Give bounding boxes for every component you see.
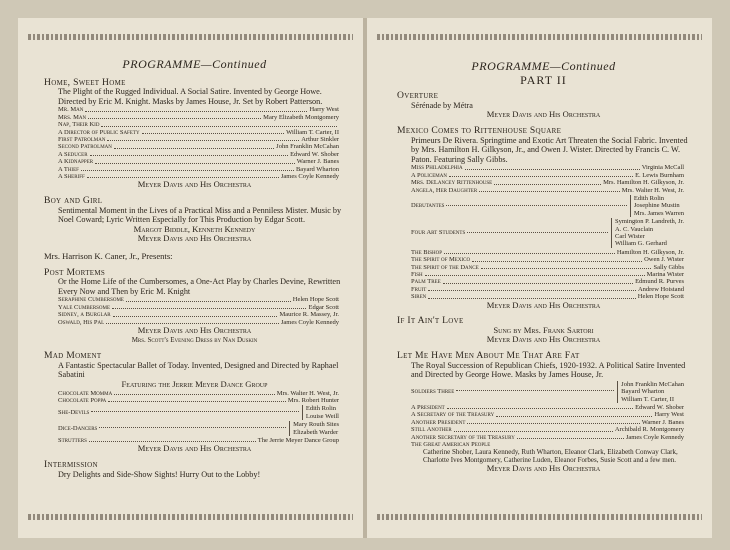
cast-group — [58, 421, 339, 436]
section-description: Primeurs De Rivera. Springtime and Exotic Art Threaten the Social Fabric. Invented by Mrs. Hamilton H. Gilkyson, Jr., and Owen J. Wister. Directed by Francis C. W. Paton. Featuring Sally Gibbs. — [411, 135, 688, 164]
cast-actor: Warner J. Banes — [296, 158, 339, 166]
cast-actor: William G. Gerhard — [615, 240, 667, 248]
cast-actors — [289, 421, 339, 436]
cast-role: Mrs. Man — [58, 113, 87, 121]
cast-row — [58, 136, 339, 143]
cast-actor: Harry West — [309, 106, 339, 114]
section-heading: Intermission — [44, 459, 98, 470]
credit-line: Meyer Davis and His Orchestra — [137, 179, 252, 190]
leader-dots — [112, 308, 306, 309]
cast-role: Four Art Students — [411, 229, 466, 237]
cast-role: Dice-Dancers — [58, 424, 98, 432]
cast-row — [411, 172, 684, 179]
section-description: The Plight of the Rugged Individual. A Social Satire. Invented by George Howe. Directed by Eric M. Knight. Masks by James House, Jr. Set by Robert Patterson. — [58, 87, 323, 106]
cast-actor: E. Lewis Burnham — [635, 171, 684, 179]
leader-dots — [87, 177, 279, 178]
cast-actor: Bayard Wharton — [295, 165, 339, 173]
cast-role: Another Secretary of the Treasury — [411, 433, 515, 441]
cast-role: A Thief — [58, 165, 79, 173]
cast-row — [411, 278, 684, 285]
cast-actor: Helen Hope Scott — [292, 296, 339, 304]
leader-dots — [90, 155, 288, 156]
leader-dots — [106, 323, 279, 324]
cast-row — [58, 121, 339, 128]
cast-row — [58, 166, 339, 173]
cast-row — [411, 264, 684, 271]
leader-dots — [91, 411, 299, 412]
featuring-line: Featuring the Jerrie Meyer Dance Group — [121, 378, 268, 389]
cast-row — [411, 256, 684, 263]
cast-actor: The Jerrie Meyer Dance Group — [257, 437, 339, 444]
section-description: The Royal Succession of Republican Chiefs, 1920-1932. A Political Satire Invented and Directed by George Howe. Masks by James House, Jr. — [411, 360, 686, 380]
cast-group — [411, 218, 684, 248]
sung-by-line: Sung by Mrs. Frank Sartori — [493, 324, 594, 335]
cast-role: Chocolate Poppa — [58, 396, 107, 404]
cast-actor: Edith Rolin — [633, 194, 665, 202]
presents-line: Mrs. Harrison K. Caner, Jr., Presents: — [44, 251, 173, 261]
cast-role: Fish — [411, 271, 423, 279]
cast-list — [44, 390, 345, 405]
cast-row — [411, 271, 684, 278]
leader-dots — [444, 253, 615, 254]
cast-actor: Mary Routh Sites — [293, 421, 339, 429]
section-heading: Mexico Comes to Rittenhouse Square — [397, 124, 562, 136]
cast-actor: Mrs. Hamilton H. Gilkyson, Jr. — [603, 179, 684, 187]
right-page-content — [397, 59, 690, 474]
cast-group — [411, 381, 684, 403]
left-page-content — [44, 57, 345, 479]
cast-actor: Edmund R. Purves — [635, 278, 684, 286]
cast-actor: Bayard Wharton — [621, 388, 665, 396]
section-description: Or the Home Life of the Cumbersomes, a One-Act Play by Charles Devine, Rewritten Every Now and Then by Eric M. Knight — [58, 277, 341, 296]
section-heading: Home, Sweet Home — [44, 76, 126, 88]
cast-role: Mrs. DeLancey Rittenhouse — [411, 179, 493, 187]
cast-role: She-Devils — [58, 409, 90, 417]
decorative-border-bottom — [28, 514, 353, 520]
leader-dots — [126, 301, 291, 302]
cast-row — [58, 143, 339, 150]
cast-role: A Director of Public Safety — [58, 128, 140, 136]
cast-role: Yale Cumbersome — [58, 303, 111, 311]
cast-row — [58, 114, 339, 121]
cast-actor: Sally Gibbs — [653, 263, 684, 271]
cast-actors — [630, 195, 684, 217]
leader-dots — [428, 298, 636, 299]
leader-dots — [142, 133, 285, 134]
section-description: Dry Delights and Side-Show Sights! Hurry Out to the Lobby! — [58, 469, 261, 479]
cast-actor: Archibald R. Montgomery — [614, 426, 684, 434]
cast-row — [411, 187, 684, 194]
section-description: Sentimental Moment in the Lives of a Practical Miss and a Penniless Mister. Music by Noel Coward; Lyric Written Especially for This Production by Edgar Scott. — [58, 205, 342, 225]
leader-dots — [494, 184, 601, 185]
cast-row — [411, 411, 684, 418]
section-heading: Let Me Have Men About Me That Are Fat — [397, 350, 580, 362]
cast-actor: James Coyle Kennedy — [280, 173, 339, 181]
cast-actor: William T. Carter, II — [286, 128, 339, 136]
leader-dots — [114, 394, 274, 395]
leader-dots — [443, 283, 633, 284]
cast-role: Strutters — [58, 437, 87, 444]
cast-row — [58, 129, 339, 136]
cast-actor: Edward W. Shober — [290, 150, 339, 158]
cast-role: Debutantes — [411, 202, 445, 210]
section-heading: Overture — [397, 90, 439, 102]
cast-row — [58, 311, 339, 318]
cast-role: A Policeman — [411, 171, 447, 179]
cast-row — [411, 286, 684, 293]
cast-role: Fruit — [411, 285, 427, 293]
cast-role: A Kidnapper — [58, 158, 94, 166]
cast-role: Seraphine Cumbersome — [58, 296, 124, 304]
cast-list — [44, 106, 345, 180]
cast-actor: Elizabeth Warder — [293, 428, 339, 436]
cast-role: Another President — [411, 418, 466, 426]
credit-line: Meyer Davis and His Orchestra — [137, 443, 252, 454]
cast-actor: Mrs. Walter H. West, Jr. — [276, 389, 339, 397]
cast-group-list — [397, 195, 690, 248]
cast-actor: Louise Weill — [305, 412, 339, 420]
leader-dots — [113, 316, 278, 317]
cast-role: Angela, Her Daughter — [411, 186, 478, 194]
leader-dots — [446, 205, 626, 206]
leader-dots — [101, 126, 337, 127]
programme-spread — [18, 18, 712, 538]
leader-dots — [447, 408, 633, 409]
leader-dots — [517, 438, 624, 439]
cast-role: Sidney, a Burglar — [58, 311, 111, 319]
cast-actor: Mrs. Walter H. West, Jr. — [621, 186, 684, 194]
section-description: A Fantastic Spectacular Ballet of Today. Invented, Designed and Directed by Raphael Sabatini — [58, 360, 339, 380]
cast-row — [58, 151, 339, 158]
cast-actor: A. C. Vauclain — [615, 225, 654, 233]
cast-role: Second Patrolman — [58, 143, 112, 151]
cast-role: Oswald, His Pal — [58, 318, 105, 326]
cast-role: Miss Philadelphia — [411, 164, 463, 172]
cast-actors — [617, 381, 684, 403]
cast-actors — [302, 405, 339, 420]
credit-line: Meyer Davis and His Orchestra — [137, 233, 252, 244]
leader-dots — [449, 176, 633, 177]
leader-dots — [88, 118, 261, 119]
cast-list — [44, 296, 345, 326]
cast-group-list — [44, 405, 345, 436]
cast-role: A Seducer — [58, 150, 88, 158]
cast-row — [411, 434, 684, 441]
cast-actor: Symington P. Landreth, Jr. — [615, 218, 684, 226]
leader-dots — [467, 232, 608, 233]
cast-role: A Secretary of the Treasury — [411, 411, 495, 419]
credit-line: Meyer Davis and His Orchestra — [486, 463, 601, 474]
cast-actor: Josephine Mustin — [633, 202, 680, 210]
cast-row — [411, 404, 684, 411]
cast-role: Mr. Man — [58, 106, 84, 114]
cast-actor: Marina Wister — [646, 271, 684, 279]
leader-dots — [89, 441, 256, 442]
cast-actor: Helen Hope Scott — [637, 293, 684, 301]
cast-row — [411, 164, 684, 171]
leader-dots — [114, 148, 274, 149]
section-heading: Mad Moment — [44, 350, 102, 362]
cast-actor: Edgar Scott — [308, 303, 339, 311]
cast-row — [411, 419, 684, 426]
cast-actor: John Franklin McCahan — [276, 143, 339, 151]
cast-group-list — [397, 381, 690, 403]
credit-line: Meyer Davis and His Orchestra — [137, 325, 252, 335]
cast-actor: James Coyle Kennedy — [280, 318, 339, 326]
cast-actor: Carl Wister — [615, 233, 645, 240]
cast-actor: Andrew Hoistand — [637, 285, 684, 293]
people-heading: The Great American People — [411, 441, 491, 449]
cast-row — [58, 106, 339, 113]
leader-dots — [465, 169, 640, 170]
cast-actor: Virginia McCall — [641, 164, 684, 172]
cast-actor: John Franklin McCahan — [621, 380, 684, 388]
cast-group — [411, 195, 684, 217]
cast-role: Palm Tree — [411, 278, 441, 286]
right-page — [367, 18, 712, 538]
cast-list — [397, 249, 690, 301]
cast-actor: Edward W. Shober — [635, 404, 684, 412]
leader-dots — [425, 275, 645, 276]
left-page — [18, 18, 363, 538]
cast-actors — [611, 218, 684, 248]
cast-actor: William T. Carter, II — [621, 395, 675, 403]
part-heading: PART II — [520, 72, 567, 87]
leader-dots — [95, 163, 295, 164]
cast-role: The Bishop — [411, 248, 443, 256]
cast-role: First Patrolman — [58, 136, 106, 143]
decorative-border-top — [28, 34, 353, 40]
cast-actor: Maurice R. Massey, Jr. — [279, 311, 339, 319]
cast-role: The Spirit of the Dance — [411, 263, 479, 271]
leader-dots — [472, 261, 642, 262]
leader-dots — [456, 390, 614, 391]
cast-list — [397, 164, 690, 194]
cast-role: Siren — [411, 293, 427, 301]
credit-line: Meyer Davis and His Orchestra — [486, 334, 601, 345]
cast-actor: Arthur Sinkler — [301, 136, 339, 143]
cast-row — [58, 304, 339, 311]
cast-row — [411, 426, 684, 433]
cast-role: Nap, Their Kid — [58, 121, 100, 129]
leader-dots — [496, 416, 652, 417]
cast-role: Still Another — [411, 426, 452, 434]
cast-row — [411, 249, 684, 256]
credit-line: Meyer Davis and His Orchestra — [486, 299, 601, 310]
cast-role: Chocolate Momma — [58, 389, 113, 397]
cast-actor: James Coyle Kennedy — [625, 433, 684, 441]
cast-actor: Edith Rolin — [305, 405, 337, 413]
leader-dots — [481, 268, 652, 269]
leader-dots — [467, 423, 639, 424]
cast-list — [397, 404, 690, 441]
cast-role: The Spirit of Mexico — [411, 256, 471, 264]
cast-actor: Mary Elizabeth Montgomery — [263, 113, 339, 121]
section-description: Sérénade by Métra — [411, 100, 473, 110]
leader-dots — [85, 111, 307, 112]
cast-actor: Mrs. Robert Hunter — [287, 396, 339, 404]
page-title: PROGRAMME—Continued — [471, 59, 616, 73]
leader-dots — [108, 401, 286, 402]
cast-row — [411, 179, 684, 186]
cast-row — [58, 296, 339, 303]
leader-dots — [454, 431, 613, 432]
cast-row — [58, 390, 339, 397]
cast-actor: Warner J. Banes — [641, 418, 684, 426]
people-list: Catherine Shober, Laura Kennedy, Ruth Wharton, Eleanor Clark, Elizabeth Conway Clark, Charlotte Ives Montgomery, Catherine Luden, Eleanor Forbes, Susie Scott and a few men. — [423, 448, 678, 465]
leader-dots — [99, 427, 286, 428]
leader-dots — [107, 140, 299, 141]
cast-row — [58, 158, 339, 165]
decorative-border-bottom — [377, 514, 702, 520]
leader-dots — [428, 290, 636, 291]
cast-actor: Owen J. Wister — [644, 256, 684, 264]
section-heading: Boy and Girl — [44, 195, 103, 207]
cast-actor: Harry West — [654, 411, 684, 419]
cast-group — [58, 405, 339, 420]
cast-actor: Hamilton H. Gilkyson, Jr. — [616, 248, 684, 256]
credit-note: Mrs. Scott's Evening Dress by Nan Duskin — [131, 335, 258, 344]
section-heading: If It Ain't Love — [397, 315, 464, 327]
leader-dots — [81, 170, 294, 171]
credit-line: Meyer Davis and His Orchestra — [486, 109, 601, 120]
section-heading: Post Mortems — [44, 266, 106, 278]
decorative-border-top — [377, 34, 702, 40]
page-title: PROGRAMME—Continued — [122, 57, 267, 71]
credit-line: Margot Biddle, Kenneth Kennedy — [133, 223, 256, 234]
cast-actor: Mrs. James Warren — [633, 209, 684, 217]
cast-role: A Sheriff — [58, 173, 85, 181]
cast-role: A President — [411, 404, 445, 412]
cast-role: Soldiers Three — [411, 388, 455, 396]
cast-row — [58, 397, 339, 404]
leader-dots — [479, 191, 620, 192]
